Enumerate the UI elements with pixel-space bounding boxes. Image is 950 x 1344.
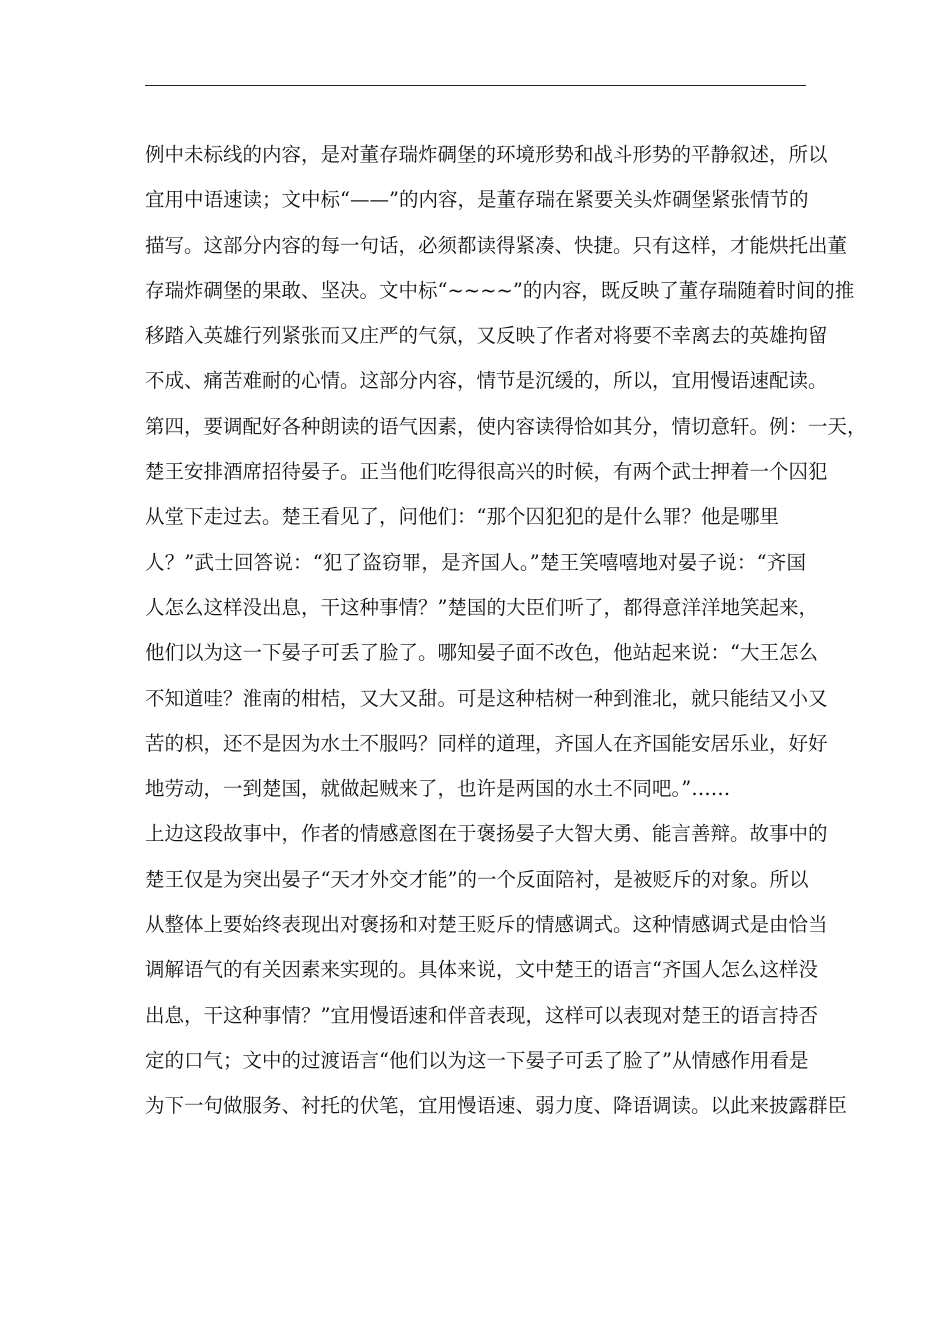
text-line: 他们以为这一下晏子可丢了脸了。哪知晏子面不改色，他站起来说：“大王怎么 bbox=[145, 641, 818, 665]
text-line: 楚王仅是为突出晏子“天才外交才能”的一个反面陪衬，是被贬斥的对象。所以 bbox=[145, 867, 809, 891]
text-line: 描写。这部分内容的每一句话，必须都读得紧凑、快捷。只有这样，才能烘托出董 bbox=[145, 233, 848, 257]
text-line: 移踏入英雄行列紧张而又庄严的气氛，又反映了作者对将要不幸离去的英雄拘留 bbox=[145, 324, 828, 348]
text-line: 地劳动，一到楚国，就做起贼来了，也许是两国的水土不同吧。”…… bbox=[145, 777, 731, 801]
header-rule bbox=[145, 85, 806, 86]
text-line: 出息，干这种事情？”宜用慢语速和伴音表现，这样可以表现对楚王的语言持否 bbox=[145, 1003, 818, 1027]
text-line: 人？”武士回答说：“犯了盗窃罪，是齐国人。”楚王笑嘻嘻地对晏子说：“齐国 bbox=[145, 550, 806, 574]
text-line: 从整体上要始终表现出对褒扬和对楚王贬斥的情感调式。这种情感调式是由恰当 bbox=[145, 913, 828, 937]
text-line: 不知道哇？淮南的柑桔，又大又甜。可是这种桔树一种到淮北，就只能结又小又 bbox=[145, 686, 828, 710]
text-line: 宜用中语速读；文中标“——”的内容，是董存瑞在紧要关头炸碉堡紧张情节的 bbox=[145, 188, 809, 212]
text-line: 苦的枳，还不是因为水土不服吗？同样的道理，齐国人在齐国能安居乐业，好好 bbox=[145, 731, 828, 755]
text-line: 定的口气；文中的过渡语言“他们以为这一下晏子可丢了脸了”从情感作用看是 bbox=[145, 1048, 809, 1072]
text-line: 调解语气的有关因素来实现的。具体来说，文中楚王的语言“齐国人怎么这样没 bbox=[145, 958, 818, 982]
document-body bbox=[145, 132, 867, 1129]
text-line: 上边这段故事中，作者的情感意图在于褒扬晏子大智大勇、能言善辩。故事中的 bbox=[145, 822, 828, 846]
text-line: 例中未标线的内容，是对董存瑞炸碉堡的环境形势和战斗形势的平静叙述，所以 bbox=[145, 143, 828, 166]
text-line: 从堂下走过去。楚王看见了，问他们：“那个囚犯犯的是什么罪？他是哪里 bbox=[145, 505, 779, 529]
text-line: 楚王安排酒席招待晏子。正当他们吃得很高兴的时候，有两个武士押着一个囚犯 bbox=[145, 460, 828, 484]
text-line: 为下一句做服务、衬托的伏笔，宜用慢语速、弱力度、降语调读。以此来披露群臣 bbox=[145, 1094, 848, 1118]
text-line: 第四，要调配好各种朗读的语气因素，使内容读得恰如其分，情切意轩。例：一天， bbox=[145, 414, 867, 438]
text-line: 不成、痛苦难耐的心情。这部分内容，情节是沉缓的，所以，宜用慢语速配读。 bbox=[145, 369, 828, 393]
text-line: 人怎么这样没出息，干这种事情？”楚国的大臣们听了，都得意洋洋地笑起来， bbox=[145, 595, 818, 619]
text-line: 存瑞炸碉堡的果敢、坚决。文中标“~~~~”的内容，既反映了董存瑞随着时间的推 bbox=[145, 278, 855, 302]
